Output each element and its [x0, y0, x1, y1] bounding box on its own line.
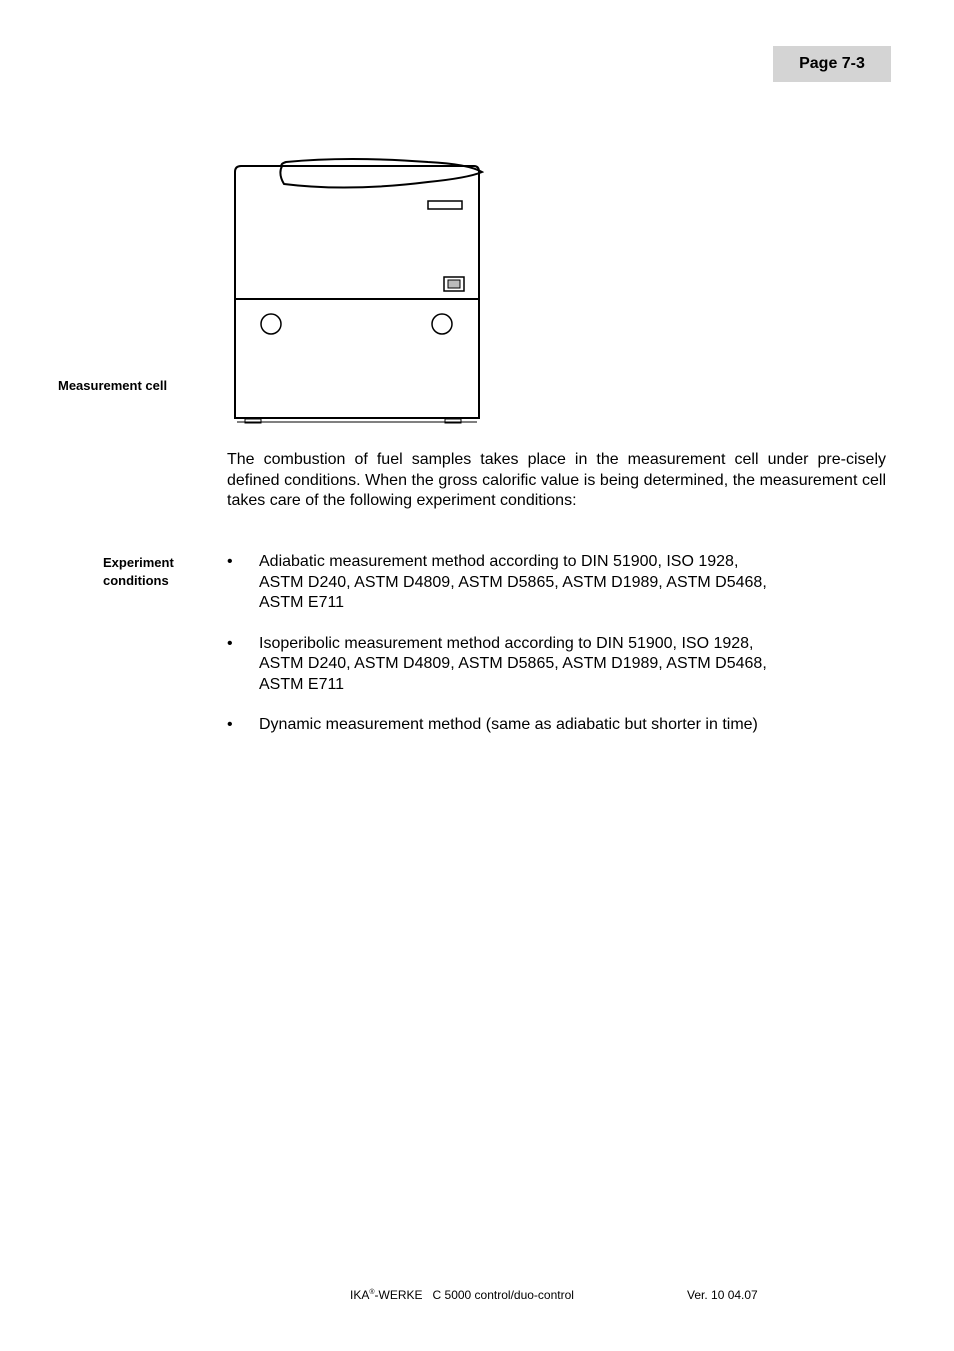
page-number: Page 7-3 [799, 55, 865, 72]
list-item-line: ASTM E711 [259, 594, 345, 611]
list-item-line: Dynamic measurement method (same as adiabatic but shorter in time) [259, 716, 758, 733]
list-item [227, 634, 886, 696]
list-item [227, 552, 886, 614]
intro-paragraph: The combustion of fuel samples takes place in the measurement cell under pre-cisely defined conditions. When the gross calorific value is being determined, the measurement cell takes care of the following experiment conditions: [227, 451, 886, 509]
page-number-tab [773, 46, 891, 82]
list-item-line: Adiabatic measurement method according to DIN 51900, ISO 1928, [259, 553, 739, 570]
list-item-line: ASTM E711 [259, 675, 345, 693]
bullet-icon: • [227, 634, 233, 652]
bullet-icon: • [227, 716, 233, 733]
footer-brand: IKA [350, 1288, 370, 1302]
registered-mark: ® [369, 1289, 375, 1296]
list-item-line: ASTM D240, ASTM D4809, ASTM D5865, ASTM D1989, ASTM D5468, [259, 655, 767, 672]
measurement-cell-label: Measurement cell [58, 378, 168, 393]
experiment-conditions-label-line-2: conditions [103, 573, 169, 588]
footer-product-name: -WERKE C 5000 control/duo-control [374, 1288, 574, 1302]
footer-version: Ver. 10 04.07 [687, 1288, 758, 1302]
bullet-icon: • [227, 553, 233, 570]
list-item-line: ASTM D240, ASTM D4809, ASTM D5865, ASTM D1989, ASTM D5468, [259, 573, 767, 591]
list-item [227, 715, 886, 736]
list-item-line: Isoperibolic measurement method according to DIN 51900, ISO 1928, [259, 634, 754, 652]
experiment-conditions-label-line-1: Experiment [103, 555, 174, 570]
experiment-conditions-list [227, 552, 886, 756]
experiment-conditions-label [103, 554, 203, 590]
footer-product [350, 1288, 574, 1302]
measurement-cell-illustration [228, 146, 484, 426]
